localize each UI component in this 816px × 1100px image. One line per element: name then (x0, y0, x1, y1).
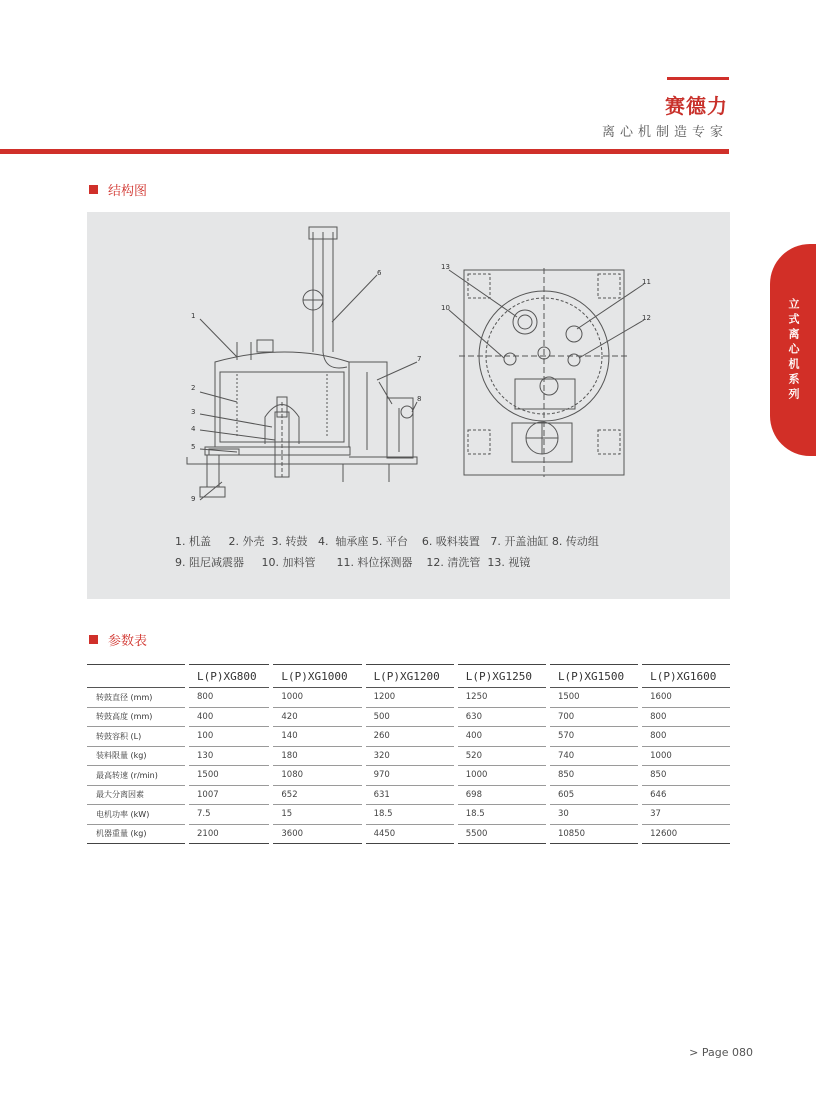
top-view-drawing (449, 268, 644, 477)
table-cell: 400 (187, 707, 271, 727)
model-header: L(P)XG1200 (364, 665, 456, 688)
table-cell: 140 (271, 727, 363, 747)
row-label: 最大分离因素 (87, 785, 187, 805)
table-cell: 30 (548, 805, 640, 825)
callout-10: 10 (441, 304, 450, 312)
table-row (87, 727, 730, 747)
callout-5: 5 (191, 443, 196, 451)
callout-11: 11 (642, 278, 651, 286)
table-cell: 37 (640, 805, 730, 825)
table-cell: 5500 (456, 824, 548, 844)
table-cell: 1200 (364, 688, 456, 708)
callout-6: 6 (377, 269, 382, 277)
row-label: 最高转速 (r/min) (87, 766, 187, 786)
row-label: 转鼓容积 (L) (87, 727, 187, 747)
table-row (87, 805, 730, 825)
table-cell: 130 (187, 746, 271, 766)
table-cell: 180 (271, 746, 363, 766)
row-label: 转鼓直径 (mm) (87, 688, 187, 708)
callout-8: 8 (417, 395, 422, 403)
params-table (87, 664, 730, 844)
table-cell: 800 (187, 688, 271, 708)
table-row (87, 707, 730, 727)
table-cell: 1080 (271, 766, 363, 786)
legend-line-2: 9. 阻尼减震器 10. 加料管 11. 料位探测器 12. 清洗管 13. 视镜 (175, 556, 531, 569)
table-row (87, 688, 730, 708)
callout-13: 13 (441, 263, 450, 271)
table-cell: 12600 (640, 824, 730, 844)
table-row (87, 746, 730, 766)
page-number: > Page 080 (689, 1046, 753, 1059)
table-cell: 320 (364, 746, 456, 766)
table-cell: 1007 (187, 785, 271, 805)
model-header: L(P)XG1500 (548, 665, 640, 688)
table-row (87, 785, 730, 805)
model-header: L(P)XG800 (187, 665, 271, 688)
table-cell: 850 (640, 766, 730, 786)
params-header-corner (87, 665, 187, 688)
table-cell: 570 (548, 727, 640, 747)
table-cell: 420 (271, 707, 363, 727)
callout-12: 12 (642, 314, 651, 322)
callout-1: 1 (191, 312, 196, 320)
params-section-header (89, 630, 147, 649)
table-cell: 18.5 (456, 805, 548, 825)
table-cell: 10850 (548, 824, 640, 844)
table-cell: 646 (640, 785, 730, 805)
table-cell: 1000 (456, 766, 548, 786)
table-cell: 630 (456, 707, 548, 727)
callout-9: 9 (191, 495, 196, 503)
table-cell: 700 (548, 707, 640, 727)
table-cell: 970 (364, 766, 456, 786)
table-cell: 652 (271, 785, 363, 805)
table-cell: 15 (271, 805, 363, 825)
callout-7: 7 (417, 355, 422, 363)
params-section-title: 参数表 (108, 634, 148, 649)
table-cell: 7.5 (187, 805, 271, 825)
table-cell: 3600 (271, 824, 363, 844)
callout-4: 4 (191, 425, 196, 433)
table-cell: 740 (548, 746, 640, 766)
table-cell: 1000 (271, 688, 363, 708)
table-cell: 800 (640, 727, 730, 747)
table-cell: 500 (364, 707, 456, 727)
side-view-drawing (187, 227, 417, 500)
table-cell: 1000 (640, 746, 730, 766)
row-label: 电机功率 (kW) (87, 805, 187, 825)
table-cell: 800 (640, 707, 730, 727)
square-bullet-icon (89, 635, 98, 644)
brand-rule (667, 77, 729, 80)
table-cell: 4450 (364, 824, 456, 844)
side-tab-label: 立式离心机系列 (787, 297, 800, 403)
table-cell: 850 (548, 766, 640, 786)
table-cell: 2100 (187, 824, 271, 844)
row-label: 转鼓高度 (mm) (87, 707, 187, 727)
table-cell: 260 (364, 727, 456, 747)
table-cell: 520 (456, 746, 548, 766)
header-bar (0, 149, 729, 154)
row-label: 机器重量 (kg) (87, 824, 187, 844)
structure-section-header (89, 180, 147, 199)
params-header-row (87, 665, 730, 688)
table-cell: 1250 (456, 688, 548, 708)
callout-2: 2 (191, 384, 196, 392)
square-bullet-icon (89, 185, 98, 194)
table-cell: 18.5 (364, 805, 456, 825)
table-cell: 698 (456, 785, 548, 805)
model-header: L(P)XG1000 (271, 665, 363, 688)
model-header: L(P)XG1250 (456, 665, 548, 688)
structure-section-title: 结构图 (108, 184, 148, 199)
table-row (87, 824, 730, 844)
table-cell: 1600 (640, 688, 730, 708)
row-label: 装料限量 (kg) (87, 746, 187, 766)
table-cell: 1500 (187, 766, 271, 786)
legend-line-1: 1. 机盖 2. 外壳 3. 转鼓 4. 轴承座 5. 平台 6. 吸料装置 7. 开盖油缸 8. 传动组 (175, 535, 599, 548)
table-cell: 400 (456, 727, 548, 747)
table-row (87, 766, 730, 786)
side-tab (770, 244, 816, 456)
model-header: L(P)XG1600 (640, 665, 730, 688)
callout-3: 3 (191, 408, 196, 416)
brand-name: 赛德力 (665, 94, 728, 118)
table-cell: 1500 (548, 688, 640, 708)
brand-tagline: 离心机制造专家 (601, 125, 728, 140)
table-cell: 631 (364, 785, 456, 805)
table-cell: 605 (548, 785, 640, 805)
table-cell: 100 (187, 727, 271, 747)
